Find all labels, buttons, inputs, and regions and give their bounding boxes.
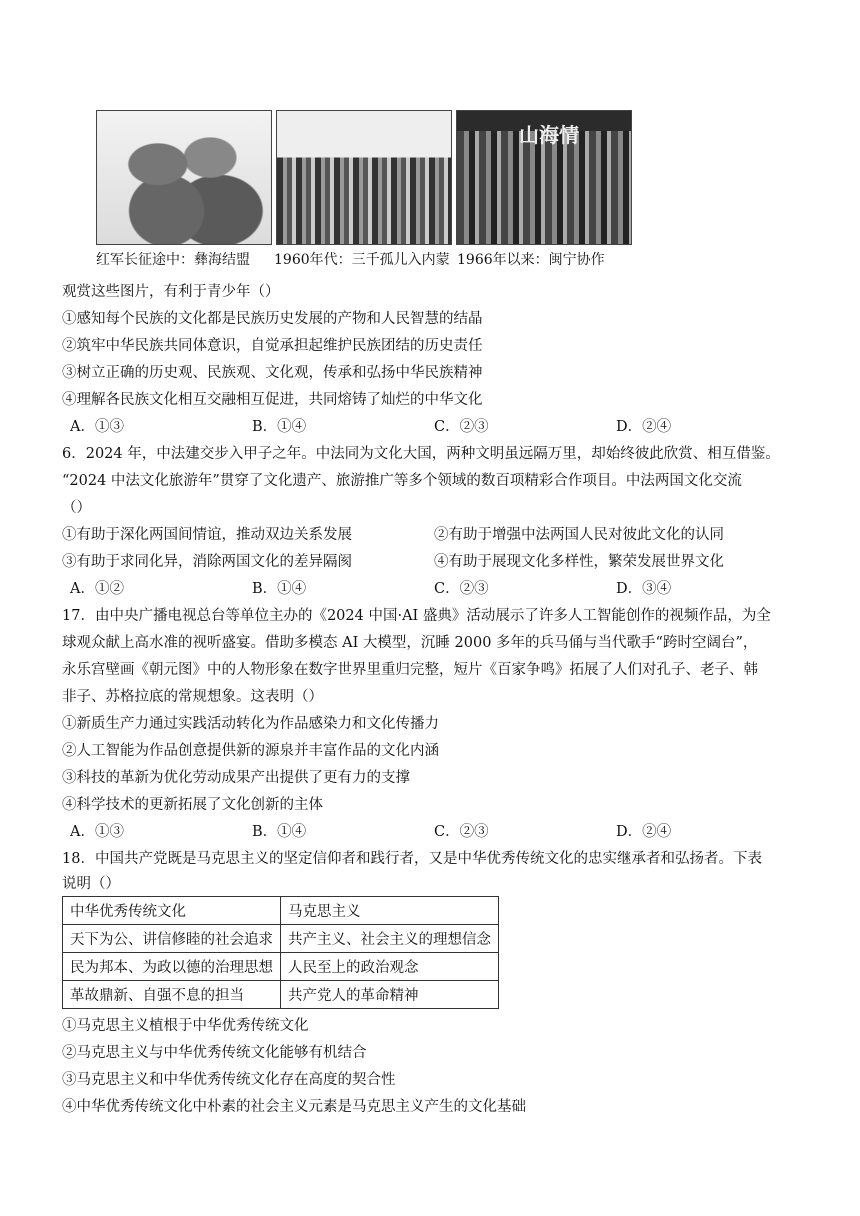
q16-option-c[interactable]: C．②③ (434, 581, 489, 597)
q5-option-c[interactable]: C．②③ (434, 419, 489, 435)
q16-statement-2: ②有助于增强中法两国人民对彼此文化的认同 (434, 527, 724, 543)
q17-option-a[interactable]: A．①③ (70, 824, 124, 840)
q18-stem-line-1: 18．中国共产党既是马克思主义的坚定信仰者和践行者，又是中华优秀传统文化的忠实继承者和弘扬者。下表 (62, 851, 762, 867)
photo-shanhaiqing-poster (456, 110, 632, 245)
q17-stem-line-2: 球观众献上高水准的视听盛宴。借助多模态 AI 大模型，沉睡 2000 多年的兵马俑与当代歌手“跨时空阔台”， (62, 635, 758, 651)
table-header-cell: 马克思主义 (281, 897, 499, 925)
q17-option-d[interactable]: D．②④ (616, 824, 672, 840)
q5-statement-4: ④理解各民族文化相互交融相互促进，共同熔铸了灿烂的中华文化 (62, 392, 483, 408)
q16-option-b[interactable]: B．①④ (252, 581, 307, 597)
table-cell: 人民至上的政治观念 (281, 953, 499, 981)
q17-option-b[interactable]: B．①④ (252, 824, 307, 840)
photo-strip (96, 110, 632, 245)
caption-3: 1966年以来：闽宁协作 (457, 252, 605, 268)
table-cell: 共产主义、社会主义的理想信念 (281, 925, 499, 953)
q18-statement-2: ②马克思主义与中华优秀传统文化能够有机结合 (62, 1045, 367, 1061)
q17-statement-1: ①新质生产力通过实践活动转化为作品感染力和文化传播力 (62, 716, 439, 732)
q5-option-a[interactable]: A．①③ (70, 419, 124, 435)
table-row (63, 953, 499, 981)
q16-statement-4: ④有助于展现文化多样性，繁荣发展世界文化 (434, 554, 724, 570)
q17-stem-line-4: 非子、苏格拉底的常规想象。这表明（） (62, 689, 323, 705)
q18-statement-3: ③马克思主义和中华优秀传统文化存在高度的契合性 (62, 1072, 396, 1088)
table-header-row (63, 897, 499, 925)
photo-captions (96, 249, 632, 269)
q5-option-d[interactable]: D．②④ (616, 419, 672, 435)
caption-1: 红军长征途中：彝海结盟 (96, 252, 250, 268)
q5-statement-3: ③树立正确的历史观、民族观、文化观，传承和弘扬中华民族精神 (62, 365, 483, 381)
table-row (63, 925, 499, 953)
q17-stem-line-3: 永乐宫壁画《朝元图》中的人物形象在数字世界里重归完整，短片《百家争鸣》拓展了人们对孔子、老子、韩 (62, 662, 758, 678)
table-cell: 天下为公、讲信修睦的社会追求 (63, 925, 281, 953)
q16-stem-line-1: 6．2024 年，中法建交步入甲子之年。中法同为文化大国，两种文明虽远隔万里，却始终彼此欣赏、相互借鉴。 (62, 446, 780, 462)
q5-stem: 观赏这些图片，有利于青少年（） (62, 284, 280, 300)
q18-stem-line-2: 说明（） (62, 876, 120, 892)
table-cell: 革故鼎新、自强不息的担当 (63, 981, 281, 1009)
table-cell: 民为邦本、为政以德的治理思想 (63, 953, 281, 981)
table-row (63, 981, 499, 1009)
q16-stem-line-2: “2024 中法文化旅游年”贯穿了文化遗产、旅游推广等多个领域的数百项精彩合作项目。中法两国文化交流 (62, 473, 742, 489)
q17-statement-2: ②人工智能为作品创意提供新的源泉并丰富作品的文化内涵 (62, 743, 439, 759)
q5-option-b[interactable]: B．①④ (252, 419, 307, 435)
photo-yihai-alliance-statue (96, 110, 272, 245)
q5-statement-1: ①感知每个民族的文化都是民族历史发展的产物和人民智慧的结晶 (62, 311, 483, 327)
q16-option-a[interactable]: A．①② (70, 581, 124, 597)
q16-statement-1: ①有助于深化两国间情谊，推动双边关系发展 (62, 527, 352, 543)
comparison-table (62, 896, 499, 1009)
q18-statement-4: ④中华优秀传统文化中朴素的社会主义元素是马克思主义产生的文化基础 (62, 1099, 526, 1115)
q17-option-c[interactable]: C．②③ (434, 824, 489, 840)
table-header-cell: 中华优秀传统文化 (63, 897, 281, 925)
q5-statement-2: ②筑牢中华民族共同体意识，自觉承担起维护民族团结的历史责任 (62, 338, 483, 354)
q16-stem-line-3: （） (62, 500, 91, 516)
q17-statement-4: ④科学技术的更新拓展了文化创新的主体 (62, 797, 323, 813)
q16-option-d[interactable]: D．③④ (616, 581, 672, 597)
photo-orphans-inner-mongolia (276, 110, 452, 245)
q17-statement-3: ③科技的革新为优化劳动成果产出提供了更有力的支撑 (62, 770, 410, 786)
poster-title: 山海情 (519, 123, 579, 147)
q16-statement-3: ③有助于求同化异，消除两国文化的差异隔阂 (62, 554, 352, 570)
q17-stem-line-1: 17．由中央广播电视总台等单位主办的《2024 中国·AI 盛典》活动展示了许多人工智能创作的视频作品，为全 (62, 608, 771, 624)
q18-statement-1: ①马克思主义植根于中华优秀传统文化 (62, 1018, 309, 1034)
table-cell: 共产党人的革命精神 (281, 981, 499, 1009)
caption-2: 1960年代：三千孤儿入内蒙 (274, 252, 450, 268)
